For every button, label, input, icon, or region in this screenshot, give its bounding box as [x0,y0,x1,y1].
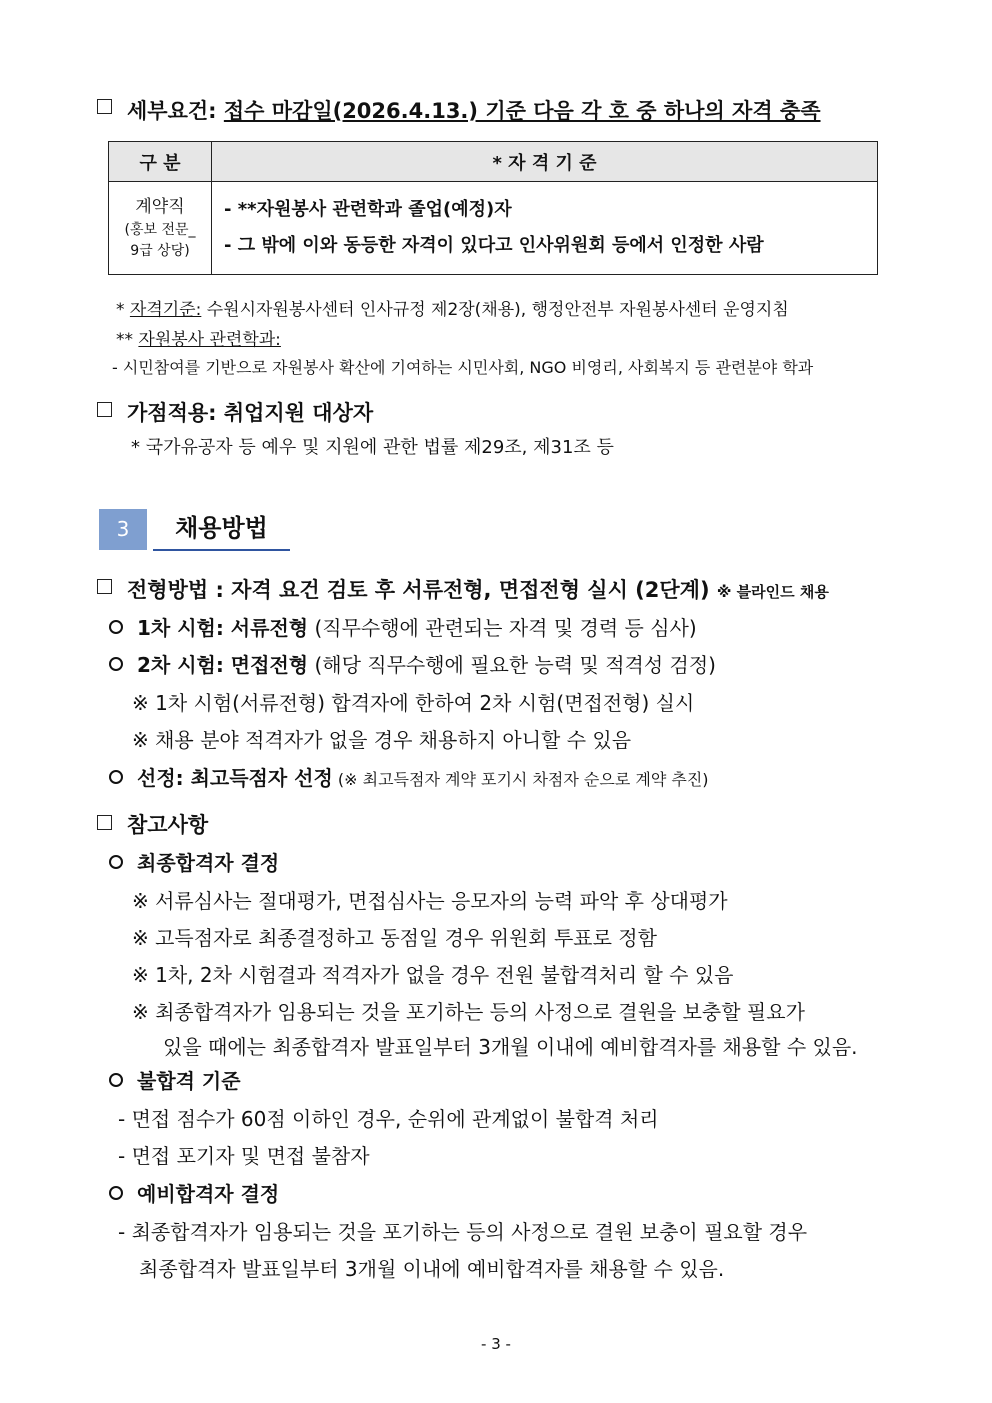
final-pass-note: ※ 최종합격자가 임용되는 것을 포기하는 등의 사정으로 결원을 보충할 필요가 [132,1000,805,1024]
method-note: ※ 채용 분야 적격자가 없을 경우 채용하지 아니할 수 있음 [132,728,632,752]
note-related-majors-detail: - 시민참여를 기반으로 자원봉사 확산에 기여하는 시민사회, NGO 비영리, 사회복지 등 관련분야 학과 [112,358,814,377]
checkbox-square-icon [97,402,112,417]
bonus-note: * 국가유공자 등 예우 및 지원에 관한 법률 제29조, 제31조 등 [131,437,614,458]
table-row-category [109,182,212,275]
stage2-item [137,649,716,678]
blind-hiring-note: ※ 블라인드 채용 [716,583,829,601]
category-sub2: 9급 상당) [130,243,190,259]
circle-bullet-icon [109,657,123,671]
selection-desc: (※ 최고득점자 계약 포기시 차점자 순으로 계약 추진) [332,770,709,789]
final-pass-note: ※ 고득점자로 최종결정하고 동점일 경우 위원회 투표로 정함 [132,926,657,950]
fail-criteria-item: - 면접 포기자 및 면접 불참자 [118,1144,370,1168]
final-pass-note-continued: 있을 때에는 최종합격자 발표일부터 3개월 이내에 예비합격자를 채용할 수 있음. [163,1035,858,1059]
note-qualification-basis [116,295,789,320]
circle-bullet-icon [109,855,123,869]
circle-bullet-icon [109,1186,123,1200]
qualification-table [108,141,878,275]
note-text: 수원시자원봉사센터 인사규정 제2장(채용), 행정안전부 자원봉사센터 운영지침 [201,300,789,320]
criteria-item: - **자원봉사 관련학과 졸업(예정)자 [224,199,512,220]
final-pass-heading: 최종합격자 결정 [137,851,280,875]
note-related-majors [116,325,281,350]
method-heading [127,574,829,604]
circle-bullet-icon [109,1073,123,1087]
fail-criteria-item: - 면접 점수가 60점 이하인 경우, 순위에 관계없이 불합격 처리 [118,1107,659,1131]
section-number-badge: 3 [99,509,147,550]
table-row-criteria [212,182,878,275]
requirements-text: 접수 마감일(2026.4.13.) 기준 다음 각 호 중 하나의 자격 충족 [223,99,821,123]
requirements-heading [127,95,821,125]
reserve-text: - 최종합격자가 임용되는 것을 포기하는 등의 사정으로 결원 보충이 필요할 경우 [118,1220,808,1244]
category-main: 계약직 [135,197,185,217]
stage1-label: 1차 시험: 서류전형 [137,616,309,640]
checkbox-square-icon [97,579,112,594]
fail-criteria-heading: 불합격 기준 [137,1069,241,1093]
category-sub1: (홍보 전문_ [124,222,196,238]
selection-label: 선정: 최고득점자 선정 [137,766,333,790]
selection-item [137,762,709,791]
reserve-text-continued: 최종합격자 발표일부터 3개월 이내에 예비합격자를 채용할 수 있음. [139,1257,725,1281]
note-label: 자격기준: [129,300,202,320]
note-prefix: ** [116,330,139,350]
checkbox-square-icon [97,99,112,114]
final-pass-note: ※ 서류심사는 절대평가, 면접심사는 응모자의 능력 파악 후 상대평가 [132,889,728,913]
table-header-category: 구 분 [109,142,212,182]
circle-bullet-icon [109,770,123,784]
table-header-criteria: * 자 격 기 준 [212,142,878,182]
reserve-heading: 예비합격자 결정 [137,1182,280,1206]
method-note: ※ 1차 시험(서류전형) 합격자에 한하여 2차 시험(면접전형) 실시 [132,691,695,715]
stage2-desc: (해당 직무수행에 필요한 능력 및 적격성 검정) [308,653,716,677]
criteria-item: - 그 밖에 이와 동등한 자격이 있다고 인사위원회 등에서 인정한 사람 [224,235,764,256]
section-title: 채용방법 [153,507,290,551]
reference-heading: 참고사항 [127,813,209,837]
checkbox-square-icon [97,815,112,830]
stage2-label: 2차 시험: 면접전형 [137,653,309,677]
page-number: - 3 - [481,1335,511,1353]
stage1-item [137,612,697,641]
note-label: 자원봉사 관련학과: [138,330,281,350]
note-prefix: * [116,300,130,320]
requirements-label: 세부요건: [127,99,217,123]
method-title: 전형방법 : 자격 요건 검토 후 서류전형, 면접전형 실시 (2단계) [127,578,710,602]
stage1-desc: (직무수행에 관련되는 자격 및 경력 등 심사) [308,616,697,640]
final-pass-note: ※ 1차, 2차 시험결과 적격자가 없을 경우 전원 불합격처리 할 수 있음 [132,963,734,987]
circle-bullet-icon [109,620,123,634]
bonus-heading: 가점적용: 취업지원 대상자 [127,401,374,425]
